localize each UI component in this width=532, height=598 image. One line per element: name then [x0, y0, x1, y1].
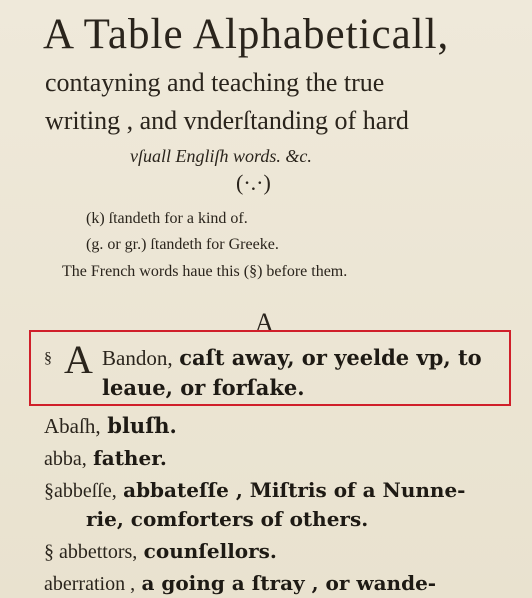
entry-definition-continued: rie, comforters of others.	[86, 507, 369, 531]
entry-definition: father.	[93, 446, 167, 470]
entry-abandon	[102, 345, 482, 371]
entry-head: §abbeſſe,	[44, 480, 117, 502]
entry-abbettors	[44, 539, 277, 564]
entry-head: aberration ,	[44, 573, 136, 595]
entry-head: § abbettors,	[44, 541, 138, 563]
entry-head: Bandon,	[102, 346, 173, 370]
subtitle-line-3: vſuall Engliſh words. &c.	[130, 146, 312, 166]
section-letter-heading: A	[255, 308, 274, 337]
drop-initial: A	[64, 337, 93, 382]
subtitle-line-1: contayning and teaching the true	[45, 68, 385, 97]
entry-abbesse	[44, 478, 465, 503]
entry-abba	[44, 446, 167, 471]
entry-abash	[44, 413, 177, 439]
ornament: (·.·)	[236, 170, 271, 195]
note-kind: (k) ſtandeth for a kind of.	[86, 210, 248, 227]
entry-head: abba,	[44, 448, 87, 470]
entry-aberration	[44, 571, 436, 596]
page-title: A Table Alphabeticall,	[43, 11, 450, 58]
note-french: The French words haue this (§) before them.	[62, 263, 348, 280]
note-greek: (g. or gr.) ſtandeth for Greeke.	[86, 236, 279, 253]
entry-definition: abbateſſe , Miſtris of a Nunne-	[123, 478, 466, 502]
entry-definition: counſellors.	[143, 539, 277, 563]
entry-definition-continued: leaue, or forſake.	[102, 375, 305, 400]
entry-definition: a going a ſtray , or wande-	[141, 571, 437, 595]
subtitle-line-2: writing , and vnderſtanding of hard	[45, 106, 409, 135]
entry-definition: bluſh.	[107, 413, 177, 438]
entry-head: Abaſh,	[44, 414, 101, 438]
entry-definition: caſt away, or yeelde vp, to	[179, 345, 482, 370]
french-mark: §	[44, 350, 52, 367]
